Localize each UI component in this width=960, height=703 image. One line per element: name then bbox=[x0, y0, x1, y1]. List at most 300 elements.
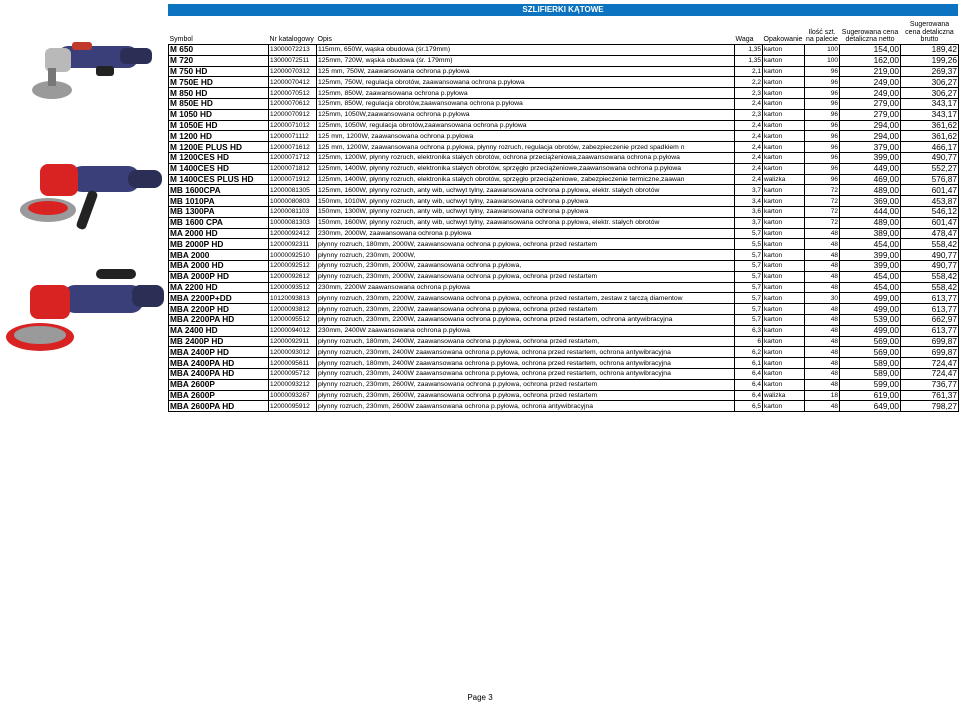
cell-opak: karton bbox=[763, 325, 805, 336]
cell-brutto: 736,77 bbox=[901, 379, 959, 390]
header-brutto: Sugerowana cena detaliczna brutto bbox=[901, 16, 959, 45]
cell-waga: 6,5 bbox=[735, 401, 763, 412]
cell-opis: 230mm, 2000W, zaawansowana ochrona p.pyłowa bbox=[317, 228, 735, 239]
cell-netto: 499,00 bbox=[840, 325, 901, 336]
cell-opis: 125mm, 1400W, płynny rozruch, elektronika stałych obrotów, sprzęgło przeciążeniowe, zabezpieczenie termiczne,zaawan bbox=[317, 174, 735, 185]
cell-nr: 12000093812 bbox=[269, 304, 317, 315]
cell-opis: płynny rozruch, 230mm, 2400W zaawansowana ochrona p.pyłowa, ochrona przed restartem, ochrona antywibracyjna bbox=[317, 347, 735, 358]
cell-opak: karton bbox=[763, 109, 805, 120]
cell-brutto: 761,37 bbox=[901, 390, 959, 401]
cell-opis: płynny rozruch, 230mm, 2200W, zaawansowana ochrona p.pyłowa, ochrona przed restartem, ochrona antywibracyjna bbox=[317, 314, 735, 325]
cell-opak: karton bbox=[763, 185, 805, 196]
cell-symbol: MBA 2200P+DD bbox=[169, 293, 269, 304]
table-row bbox=[169, 77, 959, 88]
cell-opak: karton bbox=[763, 314, 805, 325]
cell-netto: 619,00 bbox=[840, 390, 901, 401]
cell-ilosc: 72 bbox=[805, 196, 840, 207]
cell-symbol: MB 1600CPA bbox=[169, 185, 269, 196]
cell-nr: 12000093012 bbox=[269, 347, 317, 358]
cell-symbol: M 1200 HD bbox=[169, 131, 269, 142]
cell-netto: 454,00 bbox=[840, 239, 901, 250]
cell-opak: karton bbox=[763, 336, 805, 347]
cell-opak: karton bbox=[763, 77, 805, 88]
cell-waga: 5,7 bbox=[735, 293, 763, 304]
cell-symbol: MB 1010PA bbox=[169, 196, 269, 207]
medium-grinder-photo bbox=[0, 138, 168, 248]
cell-brutto: 613,77 bbox=[901, 304, 959, 315]
cell-ilosc: 96 bbox=[805, 142, 840, 153]
cell-opak: karton bbox=[763, 45, 805, 56]
table-row bbox=[169, 368, 959, 379]
cell-ilosc: 72 bbox=[805, 185, 840, 196]
cell-symbol: MB 1300PA bbox=[169, 206, 269, 217]
cell-brutto: 269,37 bbox=[901, 66, 959, 77]
cell-waga: 3,7 bbox=[735, 185, 763, 196]
cell-opak: karton bbox=[763, 88, 805, 99]
cell-netto: 249,00 bbox=[840, 77, 901, 88]
table-row bbox=[169, 293, 959, 304]
cell-netto: 499,00 bbox=[840, 293, 901, 304]
cell-ilosc: 96 bbox=[805, 131, 840, 142]
cell-opak: karton bbox=[763, 304, 805, 315]
header-nr: Nr katalogowy bbox=[269, 16, 317, 45]
cell-nr: 12000095512 bbox=[269, 314, 317, 325]
cell-brutto: 490,77 bbox=[901, 152, 959, 163]
cell-netto: 294,00 bbox=[840, 131, 901, 142]
cell-ilosc: 48 bbox=[805, 282, 840, 293]
cell-nr: 13000072511 bbox=[269, 55, 317, 66]
cell-ilosc: 48 bbox=[805, 325, 840, 336]
cell-netto: 569,00 bbox=[840, 336, 901, 347]
cell-opis: płynny rozruch, 230mm, 2200W, zaawansowana ochrona p.pyłowa, ochrona przed restartem bbox=[317, 304, 735, 315]
cell-symbol: MB 2000P HD bbox=[169, 239, 269, 250]
small-grinder-photo bbox=[0, 28, 168, 118]
cell-waga: 5,7 bbox=[735, 271, 763, 282]
cell-waga: 6,2 bbox=[735, 347, 763, 358]
cell-netto: 162,00 bbox=[840, 55, 901, 66]
cell-opak: karton bbox=[763, 152, 805, 163]
cell-waga: 2,3 bbox=[735, 109, 763, 120]
cell-opis: 125mm, 850W, regulacja obrotów,zaawansowana ochrona p.pyłowa bbox=[317, 98, 735, 109]
cell-symbol: M 650 bbox=[169, 45, 269, 56]
cell-opak: karton bbox=[763, 131, 805, 142]
cell-brutto: 466,17 bbox=[901, 142, 959, 153]
cell-netto: 444,00 bbox=[840, 206, 901, 217]
cell-netto: 399,00 bbox=[840, 250, 901, 261]
cell-symbol: M 1050E HD bbox=[169, 120, 269, 131]
cell-waga: 5,7 bbox=[735, 228, 763, 239]
cell-nr: 12000071112 bbox=[269, 131, 317, 142]
cell-waga: 3,7 bbox=[735, 217, 763, 228]
cell-symbol: MBA 2400P HD bbox=[169, 347, 269, 358]
cell-symbol: MBA 2600P bbox=[169, 379, 269, 390]
cell-opis: 150mm, 1600W, płynny rozruch, anty wib, uchwyt tylny, zaawansowana ochrona p.pyłowa, elektr. stałych obrotów bbox=[317, 217, 735, 228]
cell-brutto: 699,87 bbox=[901, 347, 959, 358]
cell-symbol: MBA 2000 bbox=[169, 250, 269, 261]
price-table bbox=[168, 16, 959, 412]
cell-nr: 12000092311 bbox=[269, 239, 317, 250]
cell-nr: 12000093512 bbox=[269, 282, 317, 293]
table-row bbox=[169, 379, 959, 390]
cell-ilosc: 96 bbox=[805, 174, 840, 185]
header-waga: Waga bbox=[735, 16, 763, 45]
cell-brutto: 453,87 bbox=[901, 196, 959, 207]
cell-netto: 454,00 bbox=[840, 271, 901, 282]
cell-nr: 10000081303 bbox=[269, 217, 317, 228]
cell-nr: 12000071912 bbox=[269, 174, 317, 185]
cell-opis: płynny rozruch, 180mm, 2400W, zaawansowana ochrona p.pyłowa, ochrona przed restartem, bbox=[317, 336, 735, 347]
cell-brutto: 699,87 bbox=[901, 336, 959, 347]
cell-ilosc: 96 bbox=[805, 163, 840, 174]
cell-netto: 279,00 bbox=[840, 109, 901, 120]
table-row bbox=[169, 142, 959, 153]
cell-opak: karton bbox=[763, 379, 805, 390]
cell-netto: 539,00 bbox=[840, 314, 901, 325]
cell-symbol: MA 2200 HD bbox=[169, 282, 269, 293]
cell-ilosc: 96 bbox=[805, 109, 840, 120]
cell-waga: 6,4 bbox=[735, 379, 763, 390]
cell-nr: 12000092412 bbox=[269, 228, 317, 239]
cell-opak: karton bbox=[763, 196, 805, 207]
cell-opak: karton bbox=[763, 271, 805, 282]
table-row bbox=[169, 109, 959, 120]
cell-symbol: MBA 2200PA HD bbox=[169, 314, 269, 325]
cell-nr: 10000093267 bbox=[269, 390, 317, 401]
page-number: Page 3 bbox=[467, 693, 493, 702]
table-row bbox=[169, 174, 959, 185]
table-row bbox=[169, 196, 959, 207]
cell-ilosc: 48 bbox=[805, 368, 840, 379]
cell-ilosc: 48 bbox=[805, 379, 840, 390]
cell-waga: 5,7 bbox=[735, 314, 763, 325]
cell-netto: 399,00 bbox=[840, 260, 901, 271]
cell-waga: 6,4 bbox=[735, 390, 763, 401]
cell-waga: 1,35 bbox=[735, 45, 763, 56]
cell-symbol: MBA 2400PA HD bbox=[169, 368, 269, 379]
cell-opak: karton bbox=[763, 282, 805, 293]
cell-nr: 12000071712 bbox=[269, 152, 317, 163]
cell-opis: płynny rozruch, 230mm, 2600W, zaawansowana ochrona p.pyłowa, ochrona przed restartem bbox=[317, 379, 735, 390]
cell-brutto: 724,47 bbox=[901, 358, 959, 369]
cell-opis: 150mm, 1300W, płynny rozruch, anty wib, uchwyt tylny, zaawansowana ochrona p.pyłowa bbox=[317, 206, 735, 217]
table-row bbox=[169, 206, 959, 217]
table-row bbox=[169, 120, 959, 131]
cell-brutto: 552,27 bbox=[901, 163, 959, 174]
table-row bbox=[169, 217, 959, 228]
cell-opis: 125mm, 850W, zaawansowana ochrona p.pyłowa bbox=[317, 88, 735, 99]
cell-waga: 3,4 bbox=[735, 196, 763, 207]
cell-waga: 5,7 bbox=[735, 250, 763, 261]
table-header bbox=[169, 16, 959, 45]
cell-nr: 12000093212 bbox=[269, 379, 317, 390]
cell-ilosc: 48 bbox=[805, 228, 840, 239]
cell-opak: karton bbox=[763, 358, 805, 369]
cell-ilosc: 96 bbox=[805, 66, 840, 77]
cell-netto: 294,00 bbox=[840, 120, 901, 131]
cell-ilosc: 48 bbox=[805, 239, 840, 250]
cell-opis: płynny rozruch, 230mm, 2000W, bbox=[317, 250, 735, 261]
cell-brutto: 576,87 bbox=[901, 174, 959, 185]
cell-symbol: M 1200CES HD bbox=[169, 152, 269, 163]
cell-symbol: MA 2400 HD bbox=[169, 325, 269, 336]
table-row bbox=[169, 390, 959, 401]
cell-symbol: M 750E HD bbox=[169, 77, 269, 88]
cell-opis: 125mm, 1400W, płynny rozruch, elektronika stałych obrotów, sprzęgło przeciążeniowe,zaawansowana ochrona p.pyłowa bbox=[317, 163, 735, 174]
table-row bbox=[169, 325, 959, 336]
cell-nr: 10000080803 bbox=[269, 196, 317, 207]
cell-ilosc: 72 bbox=[805, 217, 840, 228]
cell-nr: 12000095611 bbox=[269, 358, 317, 369]
cell-netto: 389,00 bbox=[840, 228, 901, 239]
cell-opis: płynny rozruch, 230mm, 2600W zaawansowana ochrona p.pyłowa, ochrona antywibracyjna bbox=[317, 401, 735, 412]
table-row bbox=[169, 163, 959, 174]
table-row bbox=[169, 185, 959, 196]
cell-nr: 12000092512 bbox=[269, 260, 317, 271]
cell-opis: płynny rozruch, 180mm, 2000W, zaawansowana ochrona p.pyłowa, ochrona przed restartem bbox=[317, 239, 735, 250]
cell-opak: karton bbox=[763, 163, 805, 174]
cell-nr: 12000094012 bbox=[269, 325, 317, 336]
cell-opak: karton bbox=[763, 55, 805, 66]
cell-waga: 5,7 bbox=[735, 304, 763, 315]
header-symbol: Symbol bbox=[169, 16, 269, 45]
cell-opak: karton bbox=[763, 66, 805, 77]
cell-ilosc: 48 bbox=[805, 250, 840, 261]
cell-brutto: 306,27 bbox=[901, 88, 959, 99]
cell-netto: 599,00 bbox=[840, 379, 901, 390]
cell-symbol: M 1400CES PLUS HD bbox=[169, 174, 269, 185]
cell-opis: 125mm, 1050W, regulacja obrotów,zaawansowana ochrona p.pyłowa bbox=[317, 120, 735, 131]
cell-waga: 2,4 bbox=[735, 98, 763, 109]
cell-ilosc: 100 bbox=[805, 55, 840, 66]
cell-ilosc: 96 bbox=[805, 98, 840, 109]
cell-netto: 249,00 bbox=[840, 88, 901, 99]
cell-brutto: 189,42 bbox=[901, 45, 959, 56]
table-row bbox=[169, 358, 959, 369]
cell-opis: 125mm, 1050W,zaawansowana ochrona p.pyłowa bbox=[317, 109, 735, 120]
large-grinder-photo bbox=[0, 255, 168, 375]
cell-nr: 12000095912 bbox=[269, 401, 317, 412]
cell-brutto: 601,47 bbox=[901, 217, 959, 228]
cell-nr: 12000070312 bbox=[269, 66, 317, 77]
cell-waga: 5,5 bbox=[735, 239, 763, 250]
cell-opis: płynny rozruch, 230mm, 2600W, zaawansowana ochrona p.pyłowa, ochrona przed restartem bbox=[317, 390, 735, 401]
cell-opis: 125 mm, 1200W, zaawansowana ochrona p.pyłowa bbox=[317, 131, 735, 142]
cell-ilosc: 48 bbox=[805, 347, 840, 358]
header-ilosc: Ilość szt. na palecie bbox=[805, 16, 840, 45]
cell-opak: karton bbox=[763, 206, 805, 217]
cell-netto: 569,00 bbox=[840, 347, 901, 358]
cell-ilosc: 100 bbox=[805, 45, 840, 56]
cell-netto: 279,00 bbox=[840, 98, 901, 109]
table-body bbox=[169, 45, 959, 412]
table-row bbox=[169, 314, 959, 325]
cell-nr: 12000070512 bbox=[269, 88, 317, 99]
table-row bbox=[169, 401, 959, 412]
cell-nr: 12000081103 bbox=[269, 206, 317, 217]
cell-brutto: 798,27 bbox=[901, 401, 959, 412]
cell-opis: 150mm, 1010W, płynny rozruch, anty wib, uchwyt tylny, zaawansowana ochrona p.pyłowa bbox=[317, 196, 735, 207]
cell-netto: 469,00 bbox=[840, 174, 901, 185]
cell-symbol: M 750 HD bbox=[169, 66, 269, 77]
cell-netto: 649,00 bbox=[840, 401, 901, 412]
cell-waga: 2,1 bbox=[735, 66, 763, 77]
table-row bbox=[169, 239, 959, 250]
cell-brutto: 558,42 bbox=[901, 271, 959, 282]
cell-opis: 230mm, 2400W zaawansowana ochrona p.pyłowa bbox=[317, 325, 735, 336]
cell-netto: 449,00 bbox=[840, 163, 901, 174]
cell-waga: 3,6 bbox=[735, 206, 763, 217]
cell-symbol: MBA 2000 HD bbox=[169, 260, 269, 271]
cell-opis: 125mm, 750W, regulacja obrotów, zaawansowana ochrona p.pyłowa bbox=[317, 77, 735, 88]
product-photos bbox=[0, 20, 168, 420]
cell-symbol: MBA 2000P HD bbox=[169, 271, 269, 282]
cell-ilosc: 18 bbox=[805, 390, 840, 401]
price-list-sheet bbox=[168, 4, 958, 412]
cell-symbol: MBA 2600P bbox=[169, 390, 269, 401]
cell-opak: karton bbox=[763, 347, 805, 358]
cell-opak: karton bbox=[763, 98, 805, 109]
cell-opak: karton bbox=[763, 217, 805, 228]
cell-brutto: 724,47 bbox=[901, 368, 959, 379]
cell-nr: 12000070412 bbox=[269, 77, 317, 88]
cell-waga: 2,4 bbox=[735, 131, 763, 142]
cell-ilosc: 48 bbox=[805, 401, 840, 412]
cell-nr: 12000071012 bbox=[269, 120, 317, 131]
cell-brutto: 613,77 bbox=[901, 325, 959, 336]
cell-ilosc: 96 bbox=[805, 77, 840, 88]
cell-symbol: MA 2000 HD bbox=[169, 228, 269, 239]
cell-opis: płynny rozruch, 230mm, 2400W zaawansowana ochrona p.pyłowa, ochrona przed restartem, ochrona antywibracyjna bbox=[317, 368, 735, 379]
section-banner: SZLIFIERKI KĄTOWE bbox=[168, 4, 958, 16]
table-row bbox=[169, 260, 959, 271]
cell-opak: karton bbox=[763, 260, 805, 271]
cell-waga: 2,4 bbox=[735, 163, 763, 174]
cell-opak: karton bbox=[763, 368, 805, 379]
cell-opis: płynny rozruch, 180mm, 2400W zaawansowana ochrona p.pyłowa, ochrona przed restartem, ochrona antywibracyjna bbox=[317, 358, 735, 369]
cell-waga: 5,7 bbox=[735, 260, 763, 271]
cell-brutto: 361,62 bbox=[901, 131, 959, 142]
cell-ilosc: 72 bbox=[805, 206, 840, 217]
cell-opak: walizka bbox=[763, 390, 805, 401]
cell-waga: 1,35 bbox=[735, 55, 763, 66]
cell-opak: karton bbox=[763, 401, 805, 412]
table-row bbox=[169, 271, 959, 282]
cell-opak: karton bbox=[763, 228, 805, 239]
cell-symbol: M 1200E PLUS HD bbox=[169, 142, 269, 153]
cell-opis: 125 mm, 750W, zaawansowana ochrona p.pyłowa bbox=[317, 66, 735, 77]
table-row bbox=[169, 282, 959, 293]
cell-opis: 125mm, 1600W, płynny rozruch, anty wib, uchwyt tylny, zaawansowana ochrona p.pyłowa, elektr. stałych obrotów bbox=[317, 185, 735, 196]
cell-netto: 369,00 bbox=[840, 196, 901, 207]
cell-opak: karton bbox=[763, 142, 805, 153]
cell-netto: 399,00 bbox=[840, 152, 901, 163]
cell-netto: 589,00 bbox=[840, 358, 901, 369]
table-row bbox=[169, 88, 959, 99]
cell-nr: 12000071812 bbox=[269, 163, 317, 174]
cell-waga: 2,4 bbox=[735, 174, 763, 185]
cell-nr: 12000071612 bbox=[269, 142, 317, 153]
cell-nr: 12000092911 bbox=[269, 336, 317, 347]
cell-symbol: M 1050 HD bbox=[169, 109, 269, 120]
cell-brutto: 601,47 bbox=[901, 185, 959, 196]
cell-brutto: 343,17 bbox=[901, 109, 959, 120]
cell-symbol: M 720 bbox=[169, 55, 269, 66]
cell-opis: 125mm, 720W, wąska obudowa (śr. 179mm) bbox=[317, 55, 735, 66]
cell-symbol: M 850 HD bbox=[169, 88, 269, 99]
cell-ilosc: 48 bbox=[805, 358, 840, 369]
cell-symbol: MBA 2600PA HD bbox=[169, 401, 269, 412]
cell-brutto: 662,97 bbox=[901, 314, 959, 325]
cell-waga: 2,2 bbox=[735, 77, 763, 88]
cell-opis: 115mm, 650W, wąska obudowa (śr.179mm) bbox=[317, 45, 735, 56]
cell-ilosc: 48 bbox=[805, 260, 840, 271]
cell-nr: 12000070912 bbox=[269, 109, 317, 120]
cell-waga: 6,4 bbox=[735, 368, 763, 379]
cell-brutto: 199,26 bbox=[901, 55, 959, 66]
cell-waga: 6 bbox=[735, 336, 763, 347]
cell-nr: 12000081305 bbox=[269, 185, 317, 196]
table-row bbox=[169, 304, 959, 315]
table-row bbox=[169, 347, 959, 358]
cell-symbol: M 1400CES HD bbox=[169, 163, 269, 174]
cell-waga: 6,1 bbox=[735, 358, 763, 369]
cell-netto: 489,00 bbox=[840, 217, 901, 228]
cell-brutto: 558,42 bbox=[901, 239, 959, 250]
cell-nr: 13000072213 bbox=[269, 45, 317, 56]
cell-brutto: 490,77 bbox=[901, 260, 959, 271]
cell-symbol: M 850E HD bbox=[169, 98, 269, 109]
cell-brutto: 343,17 bbox=[901, 98, 959, 109]
cell-netto: 499,00 bbox=[840, 304, 901, 315]
cell-ilosc: 48 bbox=[805, 271, 840, 282]
cell-netto: 489,00 bbox=[840, 185, 901, 196]
cell-nr: 12000095712 bbox=[269, 368, 317, 379]
table-row bbox=[169, 98, 959, 109]
cell-opis: płynny rozruch, 230mm, 2000W, zaawansowana ochrona p.pyłowa, bbox=[317, 260, 735, 271]
cell-waga: 2,4 bbox=[735, 142, 763, 153]
cell-symbol: MB 1600 CPA bbox=[169, 217, 269, 228]
cell-symbol: MBA 2400PA HD bbox=[169, 358, 269, 369]
cell-opis: płynny rozruch, 230mm, 2000W, zaawansowana ochrona p.pyłowa, ochrona przed restartem bbox=[317, 271, 735, 282]
cell-netto: 379,00 bbox=[840, 142, 901, 153]
cell-nr: 12000070612 bbox=[269, 98, 317, 109]
table-row bbox=[169, 250, 959, 261]
cell-netto: 219,00 bbox=[840, 66, 901, 77]
cell-ilosc: 96 bbox=[805, 152, 840, 163]
cell-opak: karton bbox=[763, 239, 805, 250]
cell-waga: 2,4 bbox=[735, 120, 763, 131]
cell-ilosc: 96 bbox=[805, 120, 840, 131]
cell-opak: karton bbox=[763, 250, 805, 261]
cell-opis: płynny rozruch, 230mm, 2200W, zaawansowana ochrona p.pyłowa, ochrona przed restartem, zestaw z tarczą diamentow bbox=[317, 293, 735, 304]
cell-nr: 10000092510 bbox=[269, 250, 317, 261]
cell-opis: 125mm, 1200W, płynny rozruch, elektronika stałych obrotów, ochrona przeciążeniowa,zaawansowana ochrona p.pyłowa bbox=[317, 152, 735, 163]
header-opis: Opis bbox=[317, 16, 735, 45]
cell-opak: walizka bbox=[763, 174, 805, 185]
cell-ilosc: 30 bbox=[805, 293, 840, 304]
table-row bbox=[169, 66, 959, 77]
cell-brutto: 490,77 bbox=[901, 250, 959, 261]
table-row bbox=[169, 228, 959, 239]
cell-brutto: 558,42 bbox=[901, 282, 959, 293]
cell-netto: 454,00 bbox=[840, 282, 901, 293]
cell-opak: karton bbox=[763, 120, 805, 131]
cell-nr: 12000092612 bbox=[269, 271, 317, 282]
cell-brutto: 361,62 bbox=[901, 120, 959, 131]
cell-opis: 230mm, 2200W zaawansowana ochrona p.pyłowa bbox=[317, 282, 735, 293]
cell-opak: karton bbox=[763, 293, 805, 304]
cell-brutto: 478,47 bbox=[901, 228, 959, 239]
